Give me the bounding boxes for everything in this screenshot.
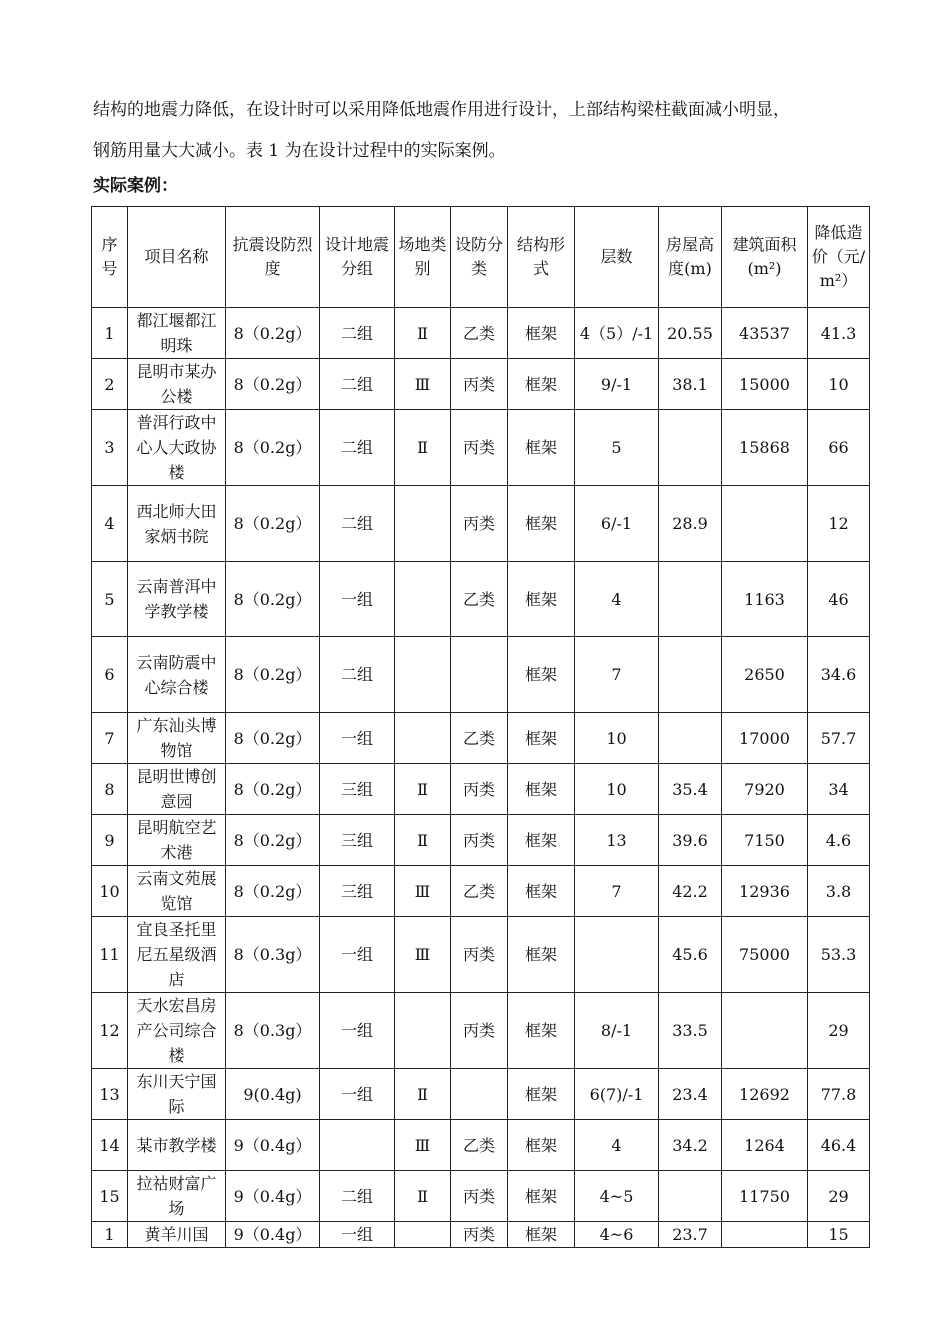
header-floors: 层数 xyxy=(575,207,659,308)
cell-floor-area: 7150 xyxy=(722,815,808,866)
table-row xyxy=(92,410,870,486)
cell-seismic-intensity: 8（0.2g） xyxy=(226,815,320,866)
cell-seq: 7 xyxy=(92,713,128,764)
table-row xyxy=(92,993,870,1069)
cell-seq: 15 xyxy=(92,1171,128,1222)
cell-floors: 4 xyxy=(575,562,659,637)
table-row xyxy=(92,308,870,359)
cell-fortification-class: 乙类 xyxy=(451,562,508,637)
cell-site-class: Ⅱ xyxy=(395,815,451,866)
cell-site-class xyxy=(395,1222,451,1248)
cell-floors: 4（5）/-1 xyxy=(575,308,659,359)
cell-floor-area xyxy=(722,993,808,1069)
cell-structure-form: 框架 xyxy=(508,1222,575,1248)
header-seismic-intensity: 抗震设防烈度 xyxy=(226,207,320,308)
cell-fortification-class: 丙类 xyxy=(451,1171,508,1222)
cell-floor-area xyxy=(722,1222,808,1248)
header-seq: 序号 xyxy=(92,207,128,308)
cell-seismic-intensity: 8（0.2g） xyxy=(226,637,320,713)
cell-cost-reduction: 66 xyxy=(808,410,870,486)
cell-seq: 6 xyxy=(92,637,128,713)
cell-site-class xyxy=(395,993,451,1069)
cell-building-height: 23.4 xyxy=(659,1069,722,1120)
table-row xyxy=(92,1171,870,1222)
cell-design-group: 一组 xyxy=(320,917,395,993)
cell-site-class: Ⅲ xyxy=(395,359,451,410)
cell-cost-reduction: 57.7 xyxy=(808,713,870,764)
cell-floor-area: 12936 xyxy=(722,866,808,917)
cell-cost-reduction: 29 xyxy=(808,1171,870,1222)
cell-structure-form: 框架 xyxy=(508,993,575,1069)
table-row xyxy=(92,866,870,917)
cell-seismic-intensity: 8（0.2g） xyxy=(226,866,320,917)
cell-fortification-class: 乙类 xyxy=(451,308,508,359)
header-floor-area: 建筑面积(m²) xyxy=(722,207,808,308)
cell-structure-form: 框架 xyxy=(508,1069,575,1120)
cell-project-name: 昆明航空艺术港 xyxy=(128,815,226,866)
table-row xyxy=(92,637,870,713)
cell-project-name: 昆明世博创意园 xyxy=(128,764,226,815)
cell-floors: 8/-1 xyxy=(575,993,659,1069)
cell-design-group: 一组 xyxy=(320,1222,395,1248)
cell-building-height xyxy=(659,637,722,713)
cell-floor-area: 1163 xyxy=(722,562,808,637)
case-table xyxy=(91,206,870,1248)
cell-floors: 4 xyxy=(575,1120,659,1171)
body-paragraph-1: 结构的地震力降低，在设计时可以采用降低地震作用进行设计，上部结构梁柱截面减小明显， xyxy=(93,100,790,120)
cell-seismic-intensity: 8（0.3g） xyxy=(226,917,320,993)
cell-floor-area: 11750 xyxy=(722,1171,808,1222)
cell-building-height xyxy=(659,713,722,764)
cell-fortification-class: 乙类 xyxy=(451,713,508,764)
cell-fortification-class: 丙类 xyxy=(451,764,508,815)
cell-floor-area: 2650 xyxy=(722,637,808,713)
cell-design-group: 三组 xyxy=(320,815,395,866)
cell-seismic-intensity: 9（0.4g） xyxy=(226,1222,320,1248)
cell-seismic-intensity: 8（0.2g） xyxy=(226,713,320,764)
cell-cost-reduction: 46.4 xyxy=(808,1120,870,1171)
cell-building-height: 34.2 xyxy=(659,1120,722,1171)
cell-site-class xyxy=(395,486,451,562)
cell-structure-form: 框架 xyxy=(508,1171,575,1222)
cell-design-group xyxy=(320,1120,395,1171)
cell-floors: 10 xyxy=(575,713,659,764)
cell-site-class xyxy=(395,713,451,764)
cell-fortification-class xyxy=(451,637,508,713)
cell-design-group: 一组 xyxy=(320,993,395,1069)
cell-design-group: 二组 xyxy=(320,637,395,713)
cell-seismic-intensity: 8（0.2g） xyxy=(226,764,320,815)
cell-site-class xyxy=(395,562,451,637)
table-row xyxy=(92,1069,870,1120)
table-row xyxy=(92,764,870,815)
cell-seq: 8 xyxy=(92,764,128,815)
cell-project-name: 云南防震中心综合楼 xyxy=(128,637,226,713)
cell-floor-area: 17000 xyxy=(722,713,808,764)
cell-cost-reduction: 10 xyxy=(808,359,870,410)
cell-seq: 11 xyxy=(92,917,128,993)
cell-floor-area: 7920 xyxy=(722,764,808,815)
cell-building-height: 39.6 xyxy=(659,815,722,866)
cell-fortification-class: 丙类 xyxy=(451,486,508,562)
header-structure-form: 结构形式 xyxy=(508,207,575,308)
cell-project-name: 昆明市某办公楼 xyxy=(128,359,226,410)
cell-cost-reduction: 12 xyxy=(808,486,870,562)
body-paragraph-2: 钢筋用量大大减小。表 1 为在设计过程中的实际案例。 xyxy=(93,141,506,161)
table-row xyxy=(92,359,870,410)
cell-seismic-intensity: 8（0.2g） xyxy=(226,410,320,486)
cell-building-height xyxy=(659,562,722,637)
cell-building-height: 20.55 xyxy=(659,308,722,359)
cell-cost-reduction: 46 xyxy=(808,562,870,637)
cell-project-name: 云南文苑展览馆 xyxy=(128,866,226,917)
cell-site-class: Ⅱ xyxy=(395,1171,451,1222)
cell-building-height: 33.5 xyxy=(659,993,722,1069)
cell-cost-reduction: 77.8 xyxy=(808,1069,870,1120)
cell-floor-area: 15868 xyxy=(722,410,808,486)
cell-floors: 9/-1 xyxy=(575,359,659,410)
cell-fortification-class: 丙类 xyxy=(451,359,508,410)
cell-seismic-intensity: 8（0.2g） xyxy=(226,562,320,637)
cell-project-name: 云南普洱中学教学楼 xyxy=(128,562,226,637)
cell-project-name: 拉祜财富广场 xyxy=(128,1171,226,1222)
cell-building-height: 28.9 xyxy=(659,486,722,562)
cell-project-name: 普洱行政中心人大政协楼 xyxy=(128,410,226,486)
table-body xyxy=(92,308,870,1248)
cell-fortification-class: 丙类 xyxy=(451,815,508,866)
cell-cost-reduction: 15 xyxy=(808,1222,870,1248)
cell-project-name: 宜良圣托里尼五星级酒店 xyxy=(128,917,226,993)
cell-seq: 4 xyxy=(92,486,128,562)
table-row xyxy=(92,713,870,764)
cell-seismic-intensity: 8（0.2g） xyxy=(226,486,320,562)
cell-floors: 10 xyxy=(575,764,659,815)
cell-seq: 14 xyxy=(92,1120,128,1171)
cell-floors: 7 xyxy=(575,866,659,917)
cell-seq: 1 xyxy=(92,308,128,359)
cell-project-name: 东川天宁国际 xyxy=(128,1069,226,1120)
cell-fortification-class: 丙类 xyxy=(451,993,508,1069)
cell-project-name: 某市教学楼 xyxy=(128,1120,226,1171)
table-row xyxy=(92,1222,870,1248)
cell-design-group: 二组 xyxy=(320,308,395,359)
cell-seismic-intensity: 9（0.4g） xyxy=(226,1171,320,1222)
cell-seq: 2 xyxy=(92,359,128,410)
cell-structure-form: 框架 xyxy=(508,410,575,486)
table-row xyxy=(92,562,870,637)
cell-building-height: 45.6 xyxy=(659,917,722,993)
cell-floor-area: 12692 xyxy=(722,1069,808,1120)
table-header-row xyxy=(92,207,870,308)
cell-structure-form: 框架 xyxy=(508,486,575,562)
cell-project-name: 西北师大田家炳书院 xyxy=(128,486,226,562)
cell-project-name: 天水宏昌房产公司综合楼 xyxy=(128,993,226,1069)
cell-design-group: 一组 xyxy=(320,1069,395,1120)
cell-structure-form: 框架 xyxy=(508,359,575,410)
cell-seq: 10 xyxy=(92,866,128,917)
section-heading: 实际案例： xyxy=(93,176,178,196)
cell-cost-reduction: 34.6 xyxy=(808,637,870,713)
cell-cost-reduction: 29 xyxy=(808,993,870,1069)
cell-design-group: 一组 xyxy=(320,562,395,637)
cell-floors: 7 xyxy=(575,637,659,713)
cell-structure-form: 框架 xyxy=(508,562,575,637)
cell-floors: 5 xyxy=(575,410,659,486)
header-design-group: 设计地震分组 xyxy=(320,207,395,308)
cell-cost-reduction: 3.8 xyxy=(808,866,870,917)
cell-seismic-intensity: 8（0.3g） xyxy=(226,993,320,1069)
cell-seismic-intensity: 8（0.2g） xyxy=(226,308,320,359)
header-fortification-class: 设防分类 xyxy=(451,207,508,308)
cell-floor-area xyxy=(722,486,808,562)
cell-seismic-intensity: 9（0.4g） xyxy=(226,1120,320,1171)
table-row xyxy=(92,486,870,562)
cell-seq: 3 xyxy=(92,410,128,486)
cell-floors xyxy=(575,917,659,993)
cell-cost-reduction: 53.3 xyxy=(808,917,870,993)
header-project-name: 项目名称 xyxy=(128,207,226,308)
cell-site-class xyxy=(395,637,451,713)
cell-project-name: 广东汕头博物馆 xyxy=(128,713,226,764)
cell-floors: 6(7)/-1 xyxy=(575,1069,659,1120)
cell-fortification-class: 丙类 xyxy=(451,1222,508,1248)
table-row xyxy=(92,917,870,993)
header-cost-reduction: 降低造价（元/m²） xyxy=(808,207,870,308)
cell-design-group: 二组 xyxy=(320,359,395,410)
cell-design-group: 三组 xyxy=(320,866,395,917)
cell-fortification-class: 乙类 xyxy=(451,1120,508,1171)
cell-building-height: 35.4 xyxy=(659,764,722,815)
cell-fortification-class xyxy=(451,1069,508,1120)
cell-building-height: 23.7 xyxy=(659,1222,722,1248)
cell-building-height: 42.2 xyxy=(659,866,722,917)
cell-seq: 5 xyxy=(92,562,128,637)
cell-site-class: Ⅲ xyxy=(395,866,451,917)
cell-fortification-class: 丙类 xyxy=(451,917,508,993)
cell-site-class: Ⅱ xyxy=(395,764,451,815)
cell-structure-form: 框架 xyxy=(508,815,575,866)
cell-seq: 1 xyxy=(92,1222,128,1248)
cell-building-height xyxy=(659,410,722,486)
cell-site-class: Ⅱ xyxy=(395,308,451,359)
cell-structure-form: 框架 xyxy=(508,637,575,713)
cell-seq: 13 xyxy=(92,1069,128,1120)
table-row xyxy=(92,1120,870,1171)
cell-project-name: 都江堰都江明珠 xyxy=(128,308,226,359)
header-building-height: 房屋高度(m) xyxy=(659,207,722,308)
cell-floors: 4~5 xyxy=(575,1171,659,1222)
cell-fortification-class: 乙类 xyxy=(451,866,508,917)
cell-floors: 6/-1 xyxy=(575,486,659,562)
cell-fortification-class: 丙类 xyxy=(451,410,508,486)
cell-site-class: Ⅱ xyxy=(395,1069,451,1120)
cell-site-class: Ⅱ xyxy=(395,410,451,486)
cell-floor-area: 43537 xyxy=(722,308,808,359)
cell-structure-form: 框架 xyxy=(508,713,575,764)
cell-structure-form: 框架 xyxy=(508,1120,575,1171)
cell-design-group: 二组 xyxy=(320,410,395,486)
cell-floor-area: 1264 xyxy=(722,1120,808,1171)
cell-structure-form: 框架 xyxy=(508,764,575,815)
cell-cost-reduction: 34 xyxy=(808,764,870,815)
cell-project-name: 黄羊川国 xyxy=(128,1222,226,1248)
cell-structure-form: 框架 xyxy=(508,308,575,359)
cell-design-group: 三组 xyxy=(320,764,395,815)
cell-site-class: Ⅲ xyxy=(395,917,451,993)
cell-site-class: Ⅲ xyxy=(395,1120,451,1171)
cell-design-group: 二组 xyxy=(320,486,395,562)
cell-design-group: 一组 xyxy=(320,713,395,764)
cell-seismic-intensity: 8（0.2g） xyxy=(226,359,320,410)
cell-cost-reduction: 41.3 xyxy=(808,308,870,359)
cell-building-height xyxy=(659,1171,722,1222)
header-site-class: 场地类别 xyxy=(395,207,451,308)
cell-seq: 9 xyxy=(92,815,128,866)
cell-building-height: 38.1 xyxy=(659,359,722,410)
cell-cost-reduction: 4.6 xyxy=(808,815,870,866)
cell-floors: 4~6 xyxy=(575,1222,659,1248)
cell-floors: 13 xyxy=(575,815,659,866)
cell-floor-area: 15000 xyxy=(722,359,808,410)
cell-design-group: 二组 xyxy=(320,1171,395,1222)
cell-seismic-intensity: 9(0.4g) xyxy=(226,1069,320,1120)
table-row xyxy=(92,815,870,866)
cell-seq: 12 xyxy=(92,993,128,1069)
cell-floor-area: 75000 xyxy=(722,917,808,993)
cell-structure-form: 框架 xyxy=(508,917,575,993)
cell-structure-form: 框架 xyxy=(508,866,575,917)
